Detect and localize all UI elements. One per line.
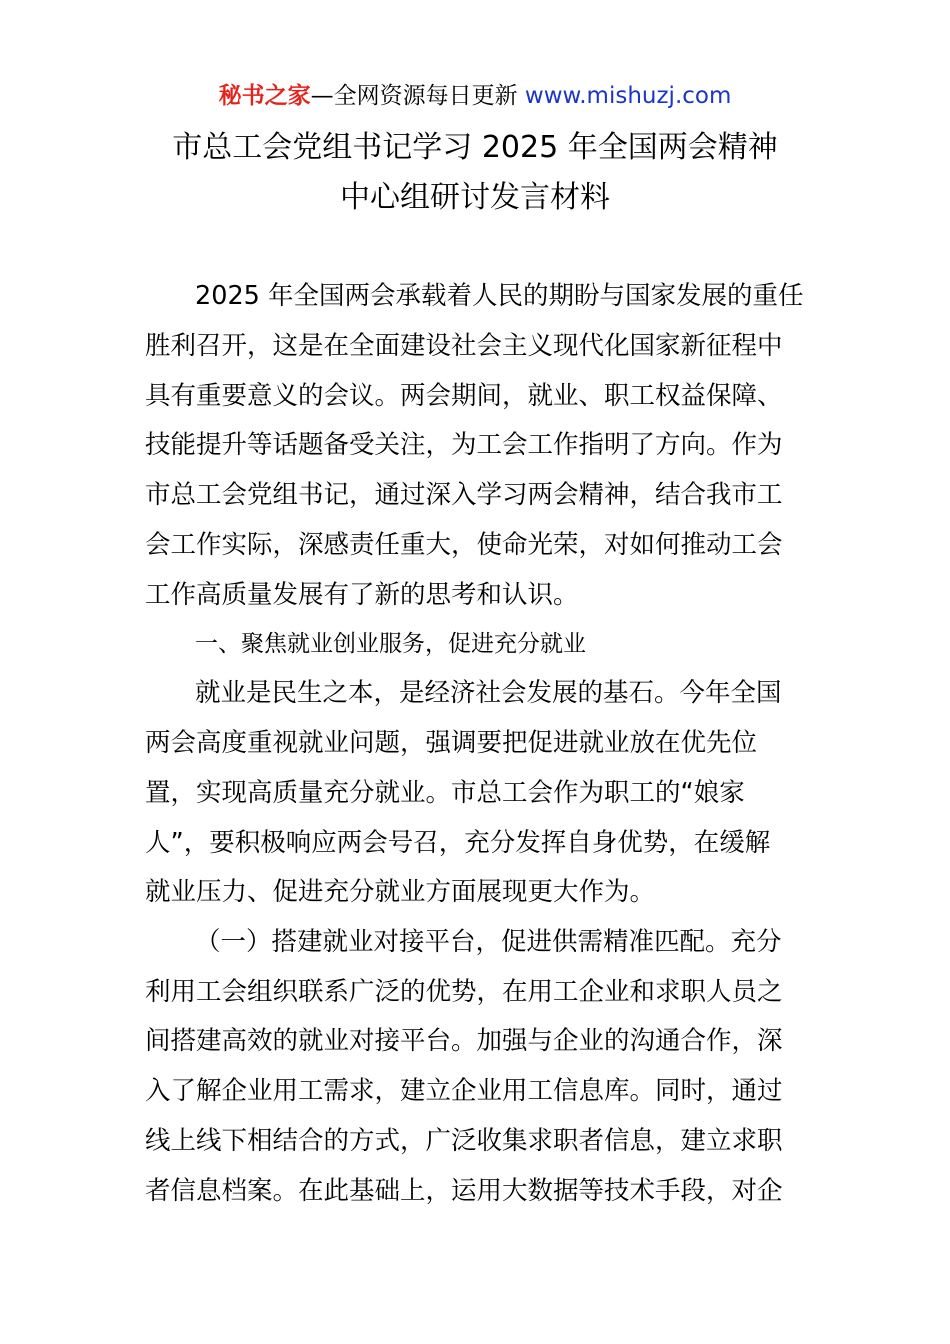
body-text-line: 技能提升等话题备受关注，为工会工作指明了方向。作为 bbox=[145, 430, 783, 460]
section-heading: 一、聚焦就业创业服务，促进充分就业 bbox=[195, 631, 586, 657]
body-text-line: 2025 年全国两会承载着人民的期盼与国家发展的重任 bbox=[195, 281, 804, 311]
body-text-line: 会工作实际，深感责任重大，使命光荣，对如何推动工会 bbox=[145, 530, 783, 560]
body-text-line: 具有重要意义的会议。两会期间，就业、职工权益保障、 bbox=[145, 381, 783, 411]
body-text-line: 工作高质量发展有了新的思考和认识。 bbox=[145, 580, 579, 610]
body-text-line: 人”，要积极响应两会号召，充分发挥自身优势，在缓解 bbox=[145, 828, 771, 858]
body-text-line: 置，实现高质量充分就业。市总工会作为职工的“娘家 bbox=[145, 778, 745, 808]
body-text-line: 者信息档案。在此基础上，运用大数据等技术手段，对企 bbox=[145, 1176, 783, 1206]
body-text-line: 线上线下相结合的方式，广泛收集求职者信息，建立求职 bbox=[145, 1126, 783, 1156]
site-tagline: —全网资源每日更新 bbox=[310, 83, 525, 109]
body-text-line: 间搭建高效的就业对接平台。加强与企业的沟通合作，深 bbox=[145, 1026, 783, 1056]
body-text-line: 市总工会党组书记，通过深入学习两会精神，结合我市工 bbox=[145, 480, 783, 510]
body-text-line: 利用工会组织联系广泛的优势，在用工企业和求职人员之 bbox=[145, 977, 783, 1007]
body-text-line: 入了解企业用工需求，建立企业用工信息库。同时，通过 bbox=[145, 1076, 783, 1106]
body-text-line: （一）搭建就业对接平台，促进供需精准匹配。充分 bbox=[195, 927, 782, 957]
body-text-line: 就业压力、促进充分就业方面展现更大作为。 bbox=[145, 877, 656, 907]
body-text-line: 胜利召开，这是在全面建设社会主义现代化国家新征程中 bbox=[145, 331, 783, 361]
site-url: www.mishuzj.com bbox=[524, 83, 732, 109]
body-text-line: 两会高度重视就业问题，强调要把促进就业放在优先位 bbox=[145, 728, 758, 758]
document-title-line-1: 市总工会党组书记学习 2025 年全国两会精神 bbox=[172, 130, 778, 165]
site-header bbox=[0, 80, 950, 112]
document-title-line-2: 中心组研讨发言材料 bbox=[340, 180, 610, 215]
body-text-line: 就业是民生之本，是经济社会发展的基石。今年全国 bbox=[195, 678, 782, 708]
brand-name: 秘书之家 bbox=[218, 83, 311, 109]
